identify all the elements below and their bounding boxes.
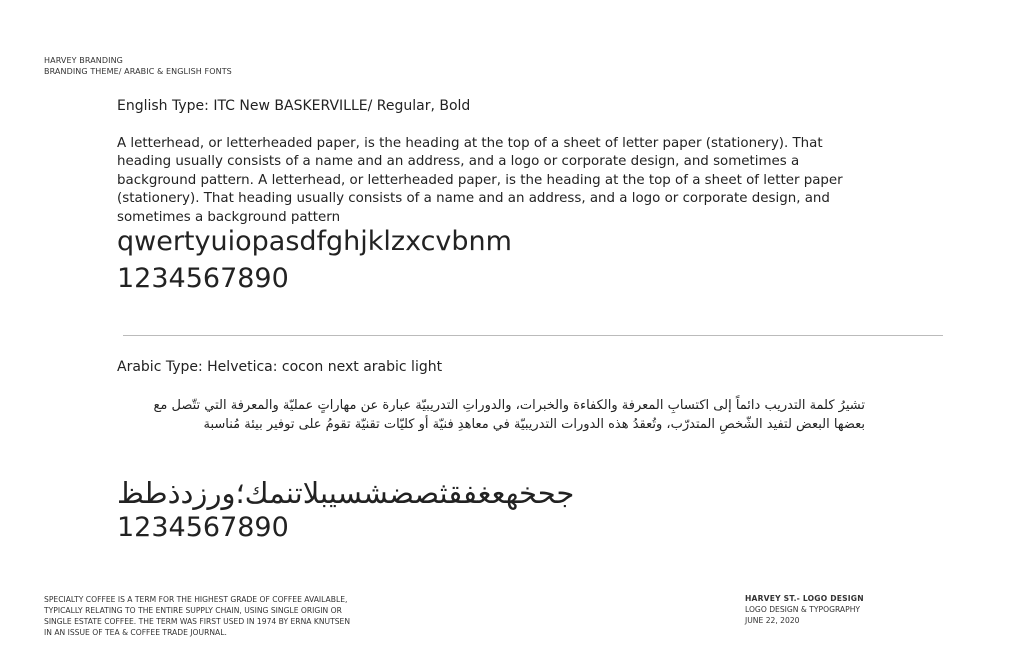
arabic-alphabet-sample: جحخهعغفقثصضشسيبلاتنمك؛ورزدذطظ	[117, 476, 575, 510]
english-sample-paragraph: A letterhead, or letterheaded paper, is the heading at the top of a sheet of letter paper (stationery). That heading usually consists of a name and an address, and a logo or corporate design, and sometimes a background pattern. A letterhead, or letterheaded paper, is the heading at the top of a sheet of letter paper (stationery). That heading usually consists of a name and an address, and a logo or corporate design, and sometimes a background pattern	[117, 136, 843, 225]
page-header	[44, 55, 232, 77]
english-alphabet-sample: qwertyuiopasdfghjklzxcvbnm	[117, 226, 512, 257]
footer-brand: HARVEY ST.- LOGO DESIGN	[745, 594, 864, 603]
arabic-numbers-sample: 1234567890	[117, 512, 289, 543]
arabic-type-label: Arabic Type: Helvetica: cocon next arabic light	[117, 359, 443, 375]
arabic-sample-paragraph: تشيرُ كلمة التدريب دائماً إلى اكتسابِ المعرفة والكفاءة والخبرات، والدوراتِ التدريبيّة عبارة عن مهاراتٍ عمليّة والمعرفة التي تتّصل مع بعضها البعض لتفيد الشّخصِ المتدرّب، وتُعقدُ هذه الدورات التدريبيّة في معاهدِ فنيّة أو كليّات تقنيّة تقومُ على توفير بيئة مُناسبة	[153, 398, 865, 432]
english-type-label: English Type: ITC New BASKERVILLE/ Regular, Bold	[117, 98, 471, 114]
header-theme: BRANDING THEME/ ARABIC & ENGLISH FONTS	[44, 67, 232, 76]
footer-credits	[745, 593, 864, 626]
footer-description: SPECIALTY COFFEE IS A TERM FOR THE HIGHEST GRADE OF COFFEE AVAILABLE, TYPICALLY RELATING TO THE ENTIRE SUPPLY CHAIN, USING SINGLE ORIGIN OR SINGLE ESTATE COFFEE. THE TERM WAS FIRST USED IN 1974 BY ERNA KNUTSEN IN AN ISSUE OF TEA & COFFEE TRADE JOURNAL.	[44, 595, 351, 637]
footer-date: JUNE 22, 2020	[745, 616, 800, 625]
header-brand: HARVEY BRANDING	[44, 56, 123, 65]
english-numbers-sample: 1234567890	[117, 263, 289, 294]
section-divider	[123, 335, 943, 336]
footer-subtitle: LOGO DESIGN & TYPOGRAPHY	[745, 605, 861, 614]
